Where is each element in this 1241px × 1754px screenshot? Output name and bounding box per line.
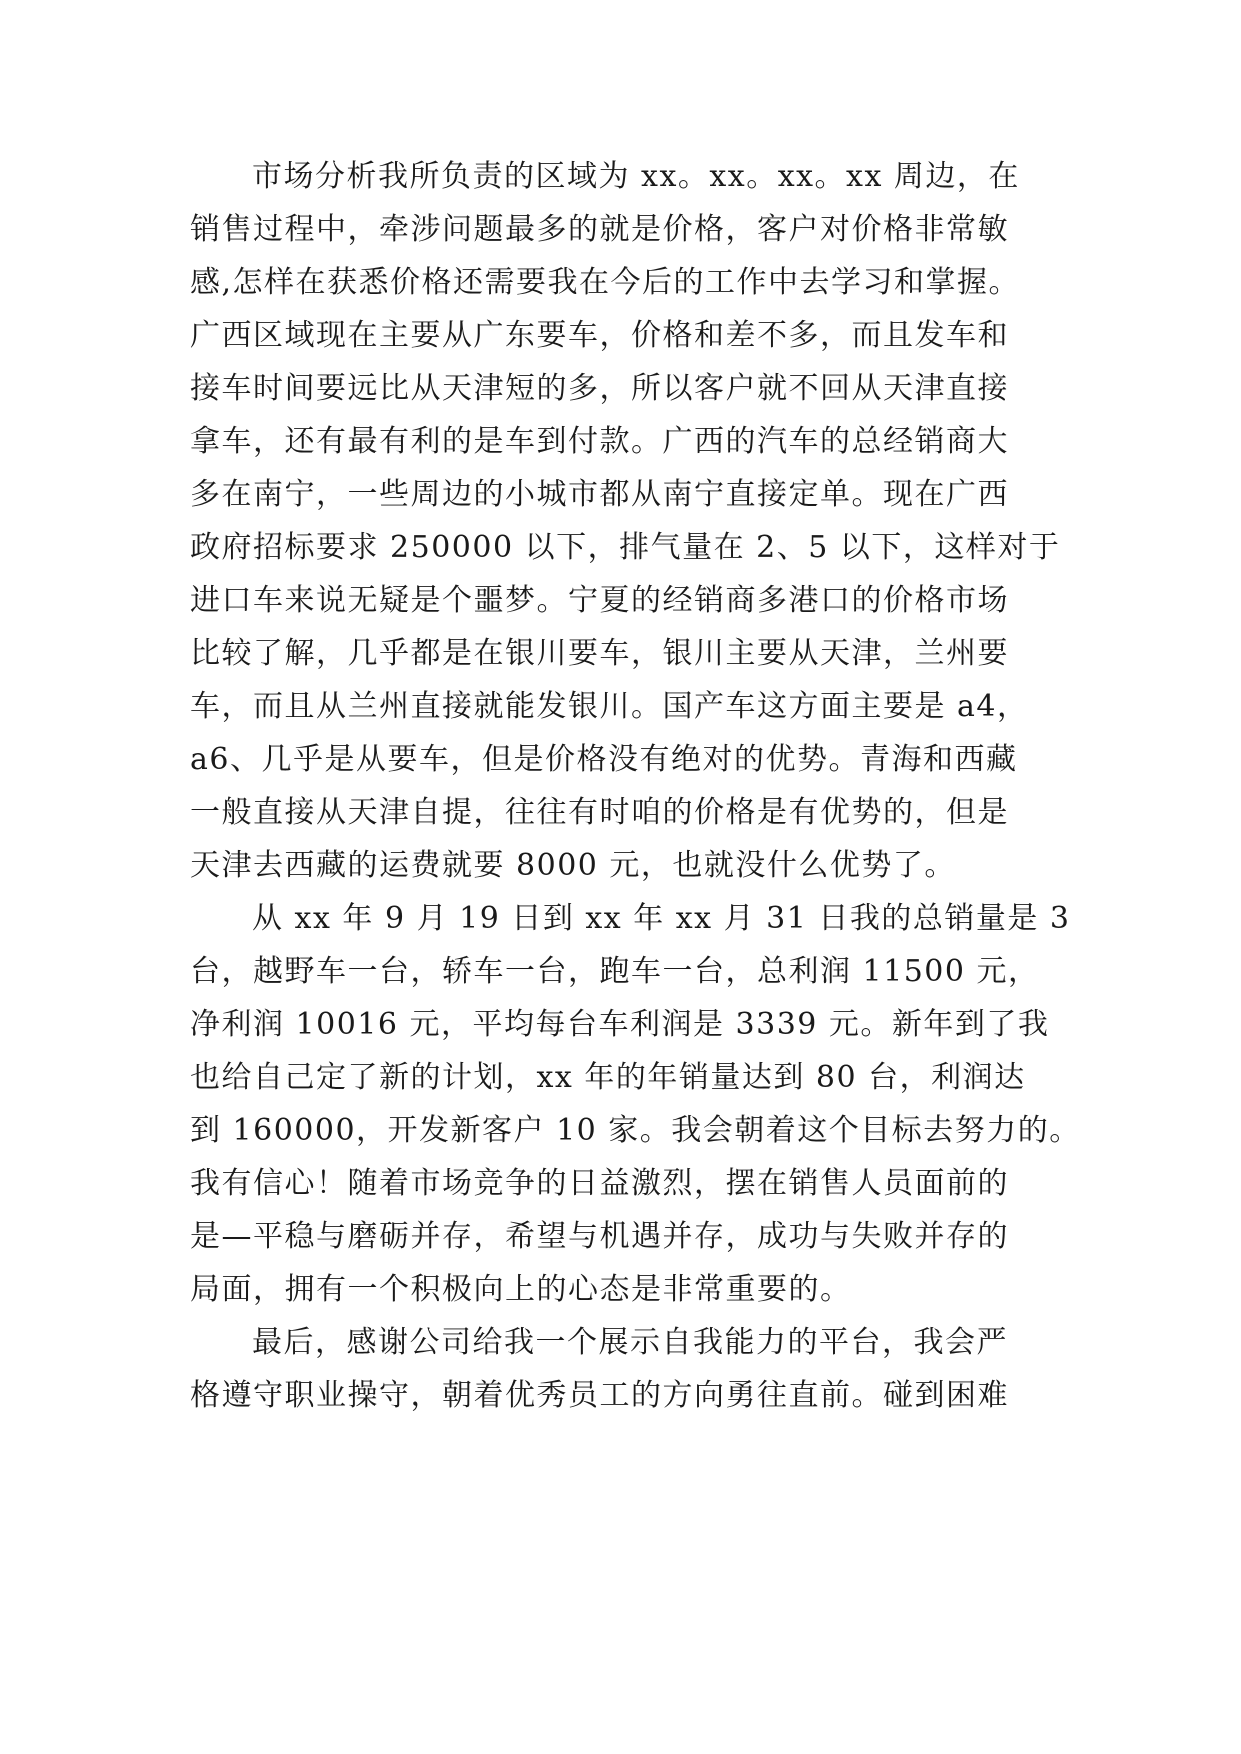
text-line: 感,怎样在获悉价格还需要我在今后的工作中去学习和掌握。 xyxy=(190,265,1021,300)
text-line: 最后，感谢公司给我一个展示自我能力的平台，我会严 xyxy=(252,1325,1008,1360)
text-line: 净利润 10016 元，平均每台车利润是 3339 元。新年到了我 xyxy=(190,1007,1050,1042)
text-line: 多在南宁，一些周边的小城市都从南宁直接定单。现在广西 xyxy=(190,477,1009,512)
text-line: 天津去西藏的运费就要 8000 元，也就没什么优势了。 xyxy=(190,848,956,883)
paragraph-closing xyxy=(190,1316,1070,1422)
paragraph-sales-summary xyxy=(190,892,1081,1316)
text-line: 从 xx 年 9 月 19 日到 xx 年 xx 月 31 日我的总销量是 3 xyxy=(252,901,1071,936)
text-line: 拿车，还有最有利的是车到付款。广西的汽车的总经销商大 xyxy=(190,424,1009,459)
text-line: 接车时间要远比从天津短的多，所以客户就不回从天津直接 xyxy=(190,371,1009,406)
text-line: 到 160000，开发新客户 10 家。我会朝着这个目标去努力的。 xyxy=(190,1113,1081,1148)
document-body xyxy=(190,150,1081,1422)
text-line: 台，越野车一台，轿车一台，跑车一台，总利润 11500 元， xyxy=(190,954,1040,989)
text-line: 格遵守职业操守，朝着优秀员工的方向勇往直前。碰到困难 xyxy=(190,1378,1009,1413)
text-line: 比较了解，几乎都是在银川要车，银川主要从天津，兰州要 xyxy=(190,636,1009,671)
text-line: 车，而且从兰州直接就能发银川。国产车这方面主要是 a4， xyxy=(190,689,1029,724)
paragraph-market-analysis xyxy=(190,150,1070,892)
text-line: 局面，拥有一个积极向上的心态是非常重要的。 xyxy=(190,1272,852,1307)
text-line: 销售过程中，牵涉问题最多的就是价格，客户对价格非常敏 xyxy=(190,212,1009,247)
text-line: 我有信心！随着市场竞争的日益激烈，摆在销售人员面前的 xyxy=(190,1166,1009,1201)
text-line: 政府招标要求 250000 以下，排气量在 2、5 以下，这样对于 xyxy=(190,530,1061,565)
text-line: 进口车来说无疑是个噩梦。宁夏的经销商多港口的价格市场 xyxy=(190,583,1009,618)
text-line: 广西区域现在主要从广东要车，价格和差不多，而且发车和 xyxy=(190,318,1009,353)
text-line: 是—平稳与磨砺并存，希望与机遇并存，成功与失败并存的 xyxy=(190,1219,1009,1254)
text-line: 市场分析我所负责的区域为 xx。xx。xx。xx 周边，在 xyxy=(252,159,1020,194)
text-line: 一般直接从天津自提，往往有时咱的价格是有优势的，但是 xyxy=(190,795,1009,830)
text-line: a6、几乎是从要车，但是价格没有绝对的优势。青海和西藏 xyxy=(190,742,1018,777)
text-line: 也给自己定了新的计划，xx 年的年销量达到 80 台，利润达 xyxy=(190,1060,1026,1095)
